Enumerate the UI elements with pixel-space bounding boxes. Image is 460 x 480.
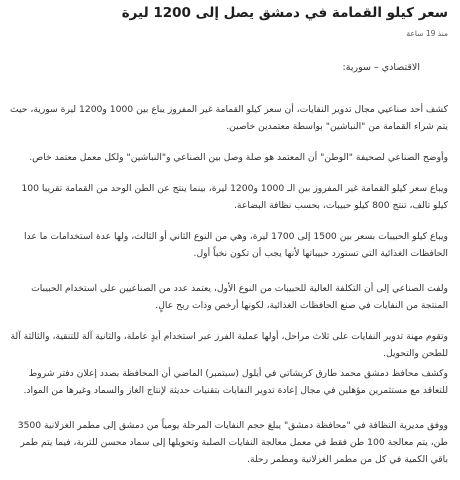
article-headline: سعر كيلو القمامة في دمشق يصل إلى 1200 ليرة (121, 5, 448, 21)
article-paragraph: ويباع كيلو الحبيبات بسعر بين 1500 إلى 1700 ليرة، وهي من النوع الثاني أو الثالث، ولها عدة استخدامات ما عدا الحافظات الغذائية التي تستورد حبيباتها لأنها يجب أن تكون نخباً أول. (23, 231, 448, 259)
article-paragraph: ولفت الصناعي إلى أن التكلفة العالية للحبيبات من النوع الأول، يعتمد عدد من الصناعيين على استخدام الحبيبات المنتجة من النفايات في صنع الحافظات الغذائية، لكونها أرخص وذات ربح عالٍ. (31, 283, 448, 311)
article-paragraph: وأوضح الصناعي لصحيفة "الوطن" أن المعتمد هو صلة وصل بين الصناعي و"النباشين" ولكل معمل معتمد خاص. (29, 152, 448, 163)
article-source: الاقتصادي – سورية: (342, 62, 420, 73)
article-paragraph: وكشف محافظ دمشق محمد طارق كريشاتي في أيلول (سبتمبر) الماضي أن المحافظة بصدد إعلان دفتر شروط للتعاقد مع مستثمرين مؤهلين في مجال إعادة تدوير النفايات بتقنيات حديثة لإنتاج الغاز والسماد وغيرها من المواد. (23, 368, 448, 396)
article-timestamp: منذ 19 ساعة (406, 29, 448, 38)
article-paragraph: ويباع سعر كيلو القمامة غير المفروز بين الـ 1000 و1200 ليرة، بينما ينتج عن الطن الوحد من القمامة تقريبا 100 كيلو تالف، تنتج 800 كيلو حبيبات، بحسب نظافة البضاعة. (21, 183, 448, 211)
article-paragraph: وتقوم مهنة تدوير النفايات على ثلاث مراحل، أولها عملية الفرز عبر استخدام أيدٍ عاملة، والثانية آلة للتنقية، والثالثة آلة للطحن والتحويل. (10, 331, 448, 359)
article-paragraph: كشف أحد صناعيي مجال تدوير النفايات، أن سعر كيلو القمامة غير المفروز يباع بين 1000 و1200 ليرة سورية، حيث يتم شراء القمامة من "النباشين" بواسطة معتمدين خاصين. (9, 104, 448, 132)
article-body (10, 101, 448, 468)
article-paragraph: ووفق مديرية النظافة في "محافظة دمشق" يبلغ حجم النفايات المرحلة يومياً من دمشق إلى مطمر الغزلانية 3500 طن، يتم معالجة 100 طن فقط في معمل معالجة النفايات الصلبة وتحويلها إلى سماد محسن للتربة، فيما يتم طمر باقي الكمية في كل من مطمر الغزلانية ومطمر رحلة. (17, 420, 448, 465)
